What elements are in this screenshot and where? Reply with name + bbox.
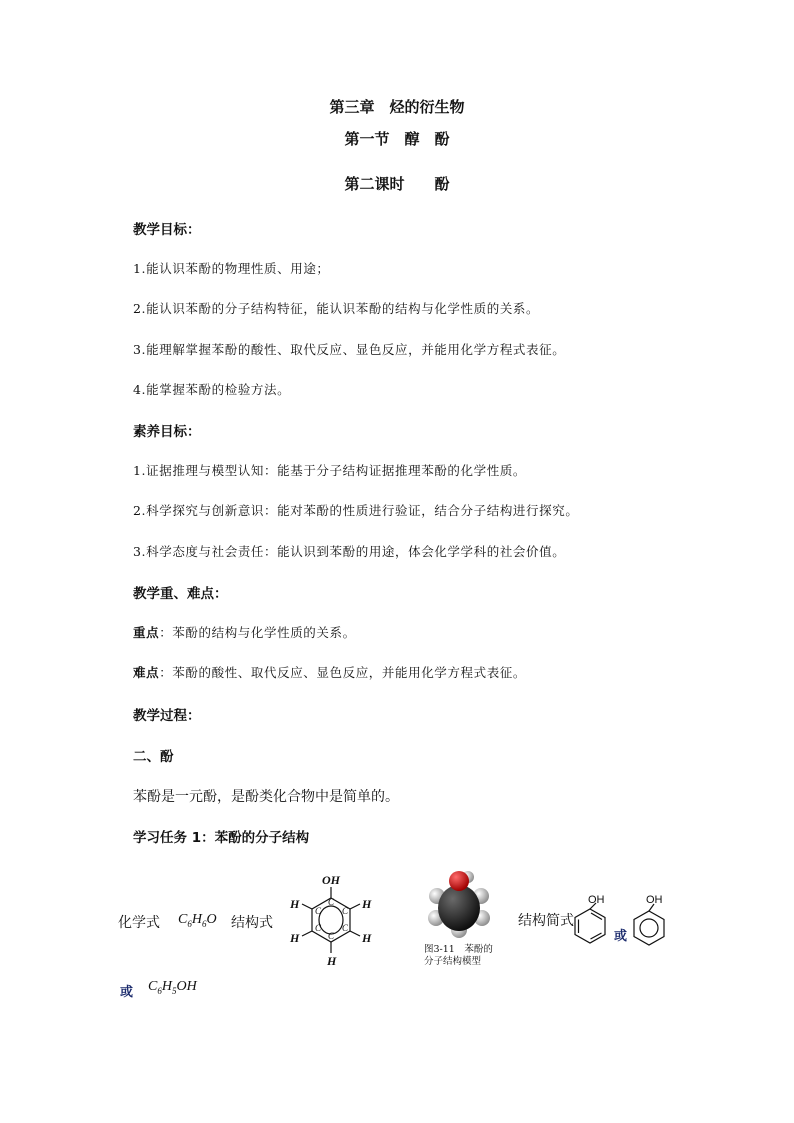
literacy-item-2: 2.科学探究与创新意识：能对苯酚的性质进行验证，结合分子结构进行探究。 (133, 503, 579, 518)
process-heading: 教学过程： (133, 708, 201, 724)
phenol-subheading: 二、酚 (133, 749, 174, 765)
svg-text:C: C (342, 923, 349, 933)
section-title: 第一节 醇 酚 (344, 130, 450, 148)
svg-text:C: C (315, 906, 322, 916)
oh-label: OH (322, 873, 340, 887)
task-heading: 学习任务 1：苯酚的分子结构 (133, 830, 310, 846)
svg-text:C: C (315, 923, 322, 933)
svg-text:H: H (327, 954, 337, 968)
structural-formula-diagram (280, 868, 390, 968)
goal-item-4: 4.能掌握苯酚的检验方法。 (133, 382, 291, 397)
literacy-item-3: 3.科学态度与社会责任：能认识到苯酚的用途，体会化学学科的社会价值。 (133, 544, 566, 559)
svg-text:OH: OH (588, 894, 605, 906)
chemical-formula: $C_6H_6O$ (178, 912, 217, 929)
structural-formula-label: 结构式 (231, 915, 273, 931)
key-point (133, 623, 356, 641)
formula-label: 化学式 (118, 915, 160, 931)
condensed-formula: $C_6H_5OH$ (148, 979, 197, 996)
model-caption: 图3-11 苯酚的 分子结构模型 (424, 944, 493, 967)
goal-item-1: 1.能认识苯酚的物理性质、用途； (133, 261, 330, 276)
molecular-model-image (424, 866, 494, 938)
svg-text:H: H (290, 931, 300, 945)
lesson-title: 第二课时 酚 (344, 175, 450, 193)
difficult-point-text: ：苯酚的酸性、取代反应、显色反应，并能用化学方程式表征。 (159, 665, 527, 680)
svg-text:C: C (328, 931, 335, 941)
svg-text:H: H (290, 897, 300, 911)
key-point-label: 重点 (133, 625, 160, 640)
key-points-heading: 教学重、难点： (133, 586, 228, 602)
svg-text:H: H (362, 931, 372, 945)
goal-item-2: 2.能认识苯酚的分子结构特征，能认识苯酚的结构与化学性质的关系。 (133, 301, 540, 316)
goals-heading: 教学目标： (133, 222, 201, 238)
difficult-point (133, 663, 526, 681)
phenol-intro: 苯酚是一元酚，是酚类化合物中是简单的。 (133, 789, 399, 805)
literacy-heading: 素养目标： (133, 424, 201, 440)
svg-text:C: C (328, 897, 335, 907)
or-connector: 或 (614, 929, 628, 944)
chapter-title: 第三章 烃的衍生物 (329, 98, 465, 116)
kekule-structure-diagram (570, 893, 620, 951)
aromatic-ring-structure-diagram (630, 893, 676, 949)
simplified-formula-label: 结构简式 (518, 913, 574, 929)
or-label: 或 (120, 985, 134, 1000)
goal-item-3: 3.能理解掌握苯酚的酸性、取代反应、显色反应，并能用化学方程式表征。 (133, 342, 566, 357)
key-point-text: ：苯酚的结构与化学性质的关系。 (159, 625, 356, 640)
svg-text:H: H (362, 897, 372, 911)
svg-text:OH: OH (646, 894, 663, 906)
svg-text:C: C (342, 906, 349, 916)
difficult-point-label: 难点 (133, 665, 160, 680)
literacy-item-1: 1.证据推理与模型认知：能基于分子结构证据推理苯酚的化学性质。 (133, 463, 527, 478)
